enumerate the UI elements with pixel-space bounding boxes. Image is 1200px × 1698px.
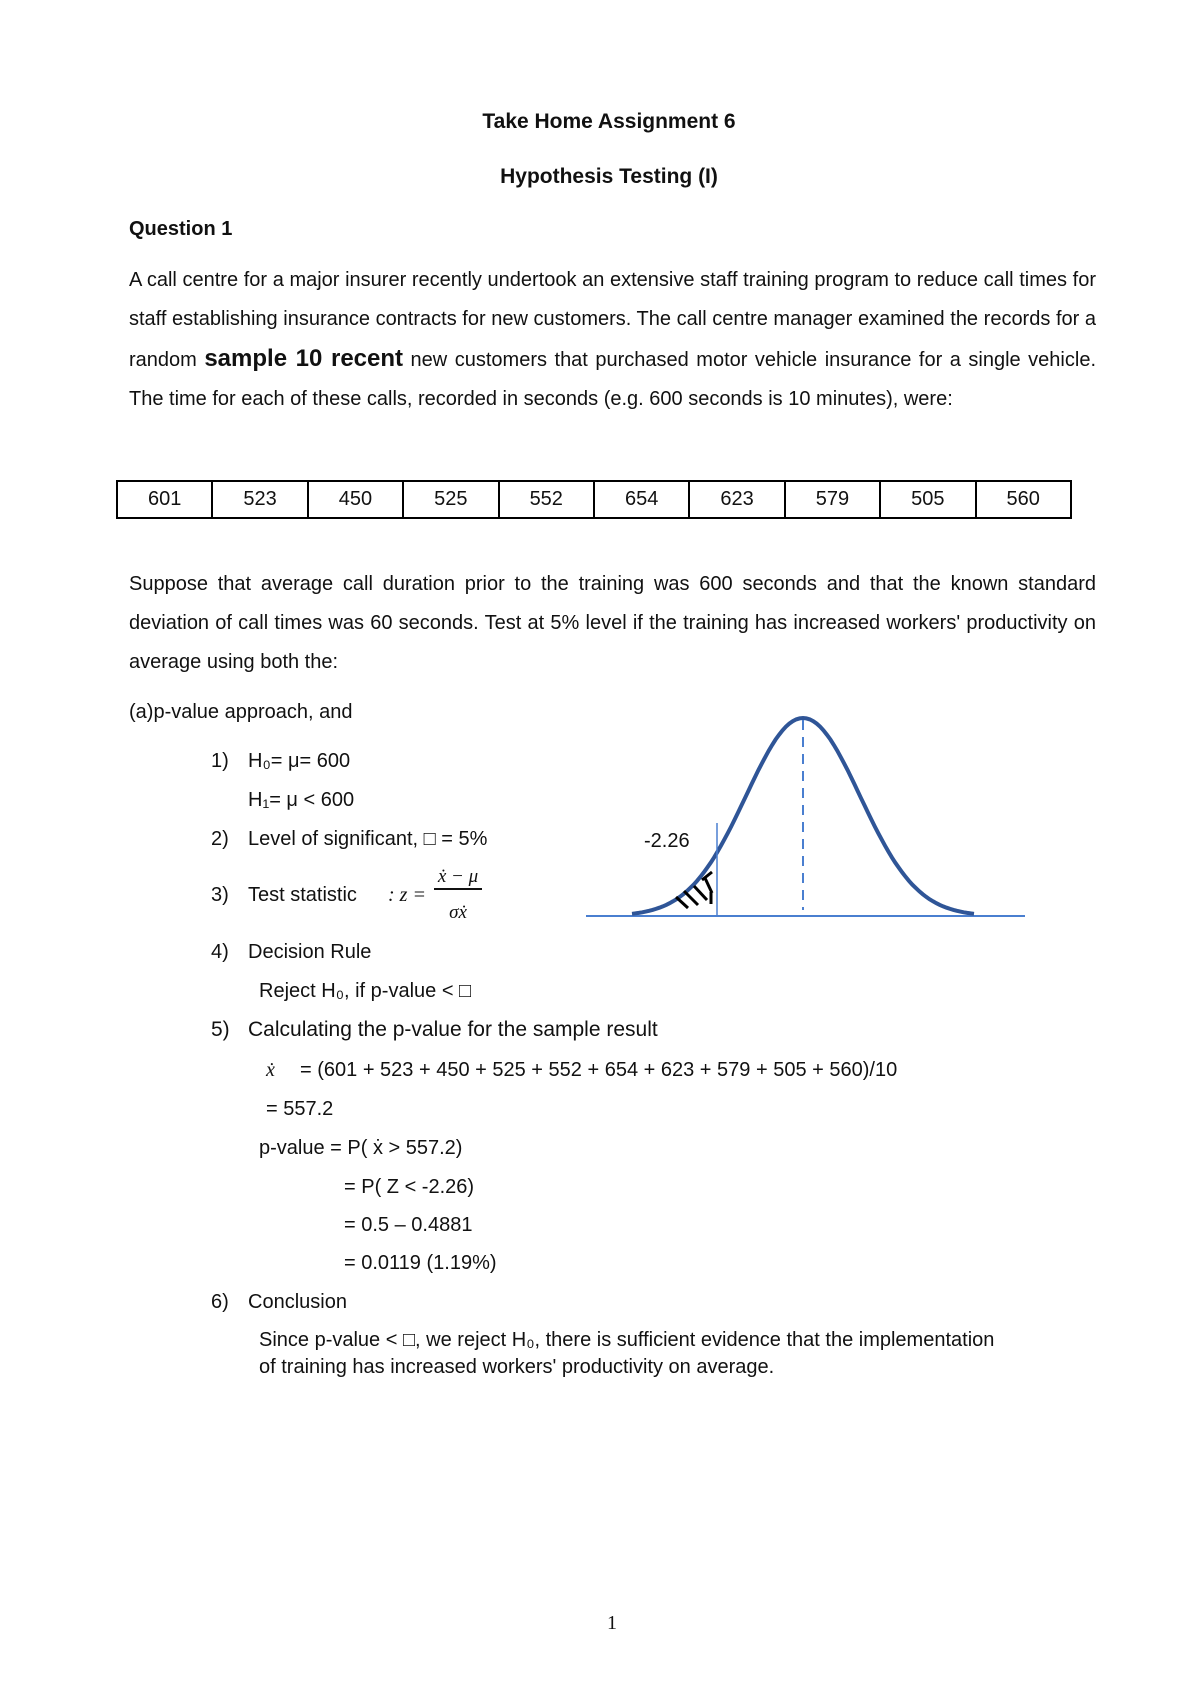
table-cell: 525 <box>403 481 498 518</box>
conclusion-line: Since p-value < □, we reject H₀, there is sufficient evidence that the implementation <box>259 1329 995 1351</box>
step-number: 4) <box>211 941 229 963</box>
table-cell: 654 <box>594 481 689 518</box>
intro-text-2: new customers that purchased motor vehicle insurance for a single vehicle. The time for each of these calls, recorded in seconds (e.g. 600 seconds is 10 minutes), were: <box>129 349 1096 410</box>
table-cell: 579 <box>785 481 880 518</box>
z-score-label: -2.26 <box>644 830 690 852</box>
decision-rule: Reject H₀, if p-value < □ <box>259 980 472 1002</box>
step-number: 6) <box>211 1291 229 1313</box>
table-cell: 505 <box>880 481 975 518</box>
table-cell: 523 <box>212 481 307 518</box>
step-number: 5) <box>211 1018 230 1041</box>
null-hypothesis: H₀= μ= 600 <box>248 750 351 772</box>
p-value-line: = P( Z < -2.26) <box>344 1176 475 1198</box>
question-heading: Question 1 <box>129 218 233 240</box>
mean-calculation: = (601 + 523 + 450 + 525 + 552 + 654 + 623 + 579 + 505 + 560)/10 <box>300 1059 898 1081</box>
conclusion-label: Conclusion <box>248 1291 347 1313</box>
xbar-symbol: ẋ <box>266 1059 275 1081</box>
table-cell: 601 <box>117 481 212 518</box>
intro-text: A call centre for a major insurer recently undertook an extensive staff training program to reduce call times for staff establishing insurance contracts for new customers. The call centre manager examined the records for a random <box>129 269 1096 371</box>
table-cell: 552 <box>499 481 594 518</box>
test-statistic-label: Test statistic <box>248 884 357 906</box>
intro-emphasis: sample 10 recent <box>204 345 404 372</box>
conclusion-line: of training has increased workers' productivity on average. <box>259 1356 775 1378</box>
normal-curve <box>632 718 974 914</box>
p-value-result: = 0.0119 (1.19%) <box>344 1252 497 1274</box>
formula-denominator: σẋ <box>449 902 467 923</box>
shaded-tail-hatching <box>676 872 712 908</box>
significance-level: Level of significant, □ = 5% <box>248 828 488 850</box>
formula-numerator: ẋ − μ <box>434 866 482 890</box>
step-number: 3) <box>211 884 229 906</box>
table-cell: 560 <box>976 481 1071 518</box>
part-a-label: (a)p-value approach, and <box>129 701 353 723</box>
p-value-line: = 0.5 – 0.4881 <box>344 1214 473 1236</box>
setup-paragraph: Suppose that average call duration prior to the training was 600 seconds and that the known standard deviation of call times was 60 seconds. Test at 5% level if the training has increased workers' productivity on average using both the: <box>129 573 1096 673</box>
decision-rule-label: Decision Rule <box>248 941 372 963</box>
formula-lhs: : z = <box>388 884 426 906</box>
table-cell: 623 <box>689 481 784 518</box>
p-value-heading: Calculating the p-value for the sample result <box>248 1018 658 1041</box>
p-value-line: p-value = P( ẋ > 557.2) <box>259 1137 463 1159</box>
table-cell: 450 <box>308 481 403 518</box>
step-number: 2) <box>211 828 229 850</box>
page-number: 1 <box>607 1612 617 1634</box>
document-title: Take Home Assignment 6 <box>482 110 736 133</box>
step-number: 1) <box>211 750 229 772</box>
mean-result: = 557.2 <box>266 1098 334 1120</box>
document-subtitle: Hypothesis Testing (I) <box>500 165 718 188</box>
alt-hypothesis: H₁= μ < 600 <box>248 789 355 811</box>
